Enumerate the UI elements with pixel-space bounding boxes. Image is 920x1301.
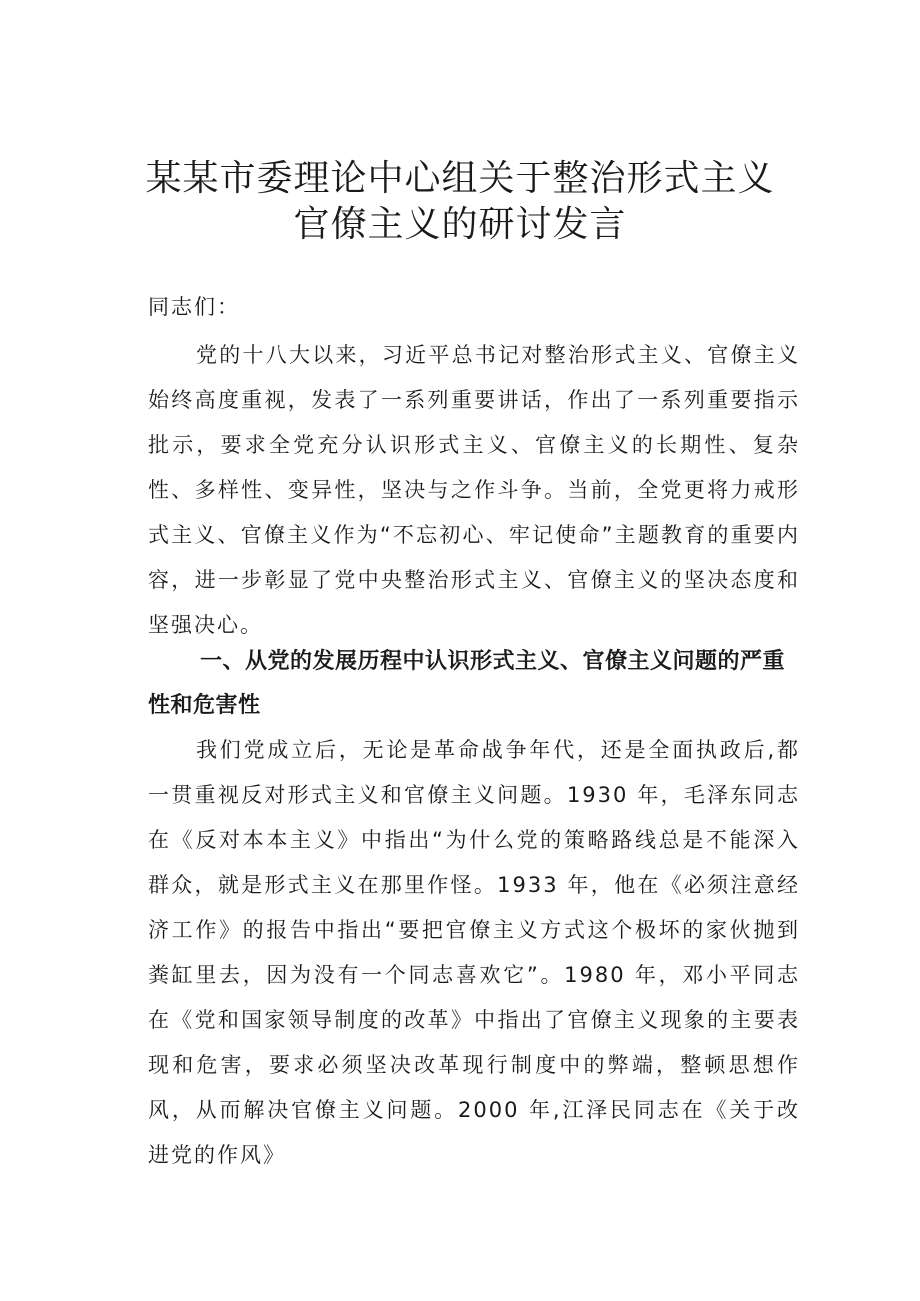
document-title-line-1: 某某市委理论中心组关于整治形式主义 (145, 158, 775, 199)
salutation: 同志们： (148, 295, 240, 319)
paragraph-intro: 党的十八大以来，习近平总书记对整治形式主义、官僚主义始终高度重视，发表了一系列重要讲话，作出了一系列重要指示批示，要求全党充分认识形式主义、官僚主义的长期性、复杂性、多样性、变异性，坚决与之作斗争。当前，全党更将力戒形式主义、官僚主义作为“不忘初心、牢记使命”主题教育的重要内容，进一步彰显了党中央整治形式主义、官僚主义的坚决态度和坚强决心。 (148, 343, 800, 637)
paragraph-history: 我们党成立后，无论是革命战争年代，还是全面执政后,都一贯重视反对形式主义和官僚主义问题。1930 年，毛泽东同志在《反对本本主义》中指出“为什么党的策略路线总是不能深入群众，就是形式主义在那里作怪。1933 年，他在《必须注意经济工作》的报告中指出“要把官僚主义方式这个极坏的家伙抛到粪缸里去，因为没有一个同志喜欢它”。1980 年，邓小平同志在《党和国家领导制度的改革》中指出了官僚主义现象的主要表现和危害，要求必须坚决改革现行制度中的弊端，整顿思想作风，从而解决官僚主义问题。2000 年,江泽民同志在《关于改进党的作风》 (148, 738, 800, 1167)
section-heading-1: 一、从党的发展历程中认识形式主义、官僚主义问题的严重性和危害性 (148, 649, 786, 718)
document-title-line-2: 官僚主义的研讨发言 (293, 204, 627, 245)
